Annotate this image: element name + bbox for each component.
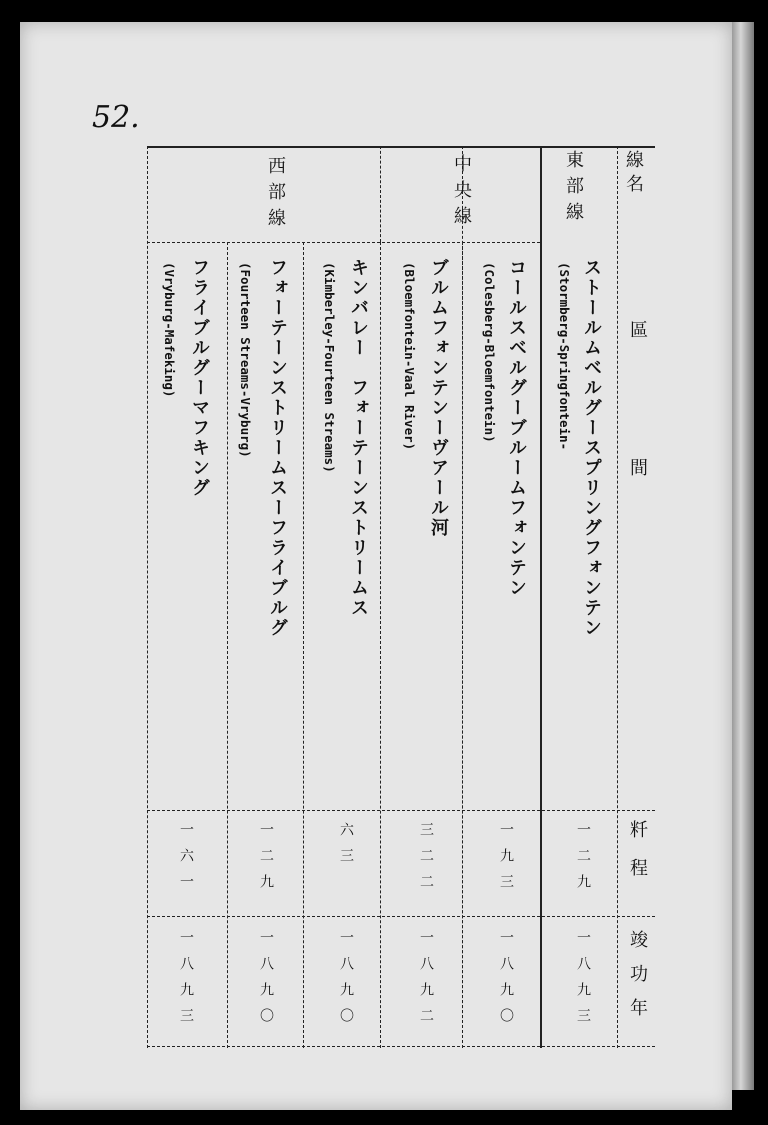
km-6: 一六一 — [178, 822, 194, 900]
route-en-4: (Kimberley-Fourteen Streams) — [322, 262, 337, 473]
row-divider-2 — [303, 242, 304, 1048]
route-en-6: (Vryburg-Mafeking) — [162, 262, 177, 398]
book-spine — [732, 22, 754, 1090]
header-line-name: 線名 — [623, 150, 644, 198]
route-jp-2: コールスベルグーブルームフォンテン — [506, 258, 527, 598]
header-mileage: 粁程 — [627, 820, 648, 896]
header-section: 區間 — [627, 320, 648, 596]
km-2: 一九三 — [498, 822, 514, 900]
km-5: 一二九 — [258, 822, 274, 900]
route-en-2: (Colesberg-Bloemfontein) — [482, 262, 497, 443]
page-number: 52. — [92, 100, 140, 135]
year-3: 一八九二 — [418, 930, 434, 1034]
label-column-divider — [617, 146, 618, 1048]
route-jp-5: フォーテーンストリームスーフライブルグ — [267, 258, 288, 638]
year-4: 一八九〇 — [338, 930, 354, 1034]
table-top-border — [147, 146, 655, 148]
route-jp-4: キンバレー フォーテーンストリームス — [348, 258, 369, 618]
route-jp-1: ストールムベルグースプリングフォンテン — [581, 258, 602, 638]
year-5: 一八九〇 — [258, 930, 274, 1034]
year-1: 一八九三 — [575, 930, 591, 1034]
row-divider-1 — [227, 242, 228, 1048]
group-central: 中央線 — [451, 154, 472, 232]
route-jp-6: フライブルグーマフキング — [189, 258, 210, 498]
route-en-5: (Fourteen Streams-Vryburg) — [238, 262, 253, 458]
row-divider-4 — [462, 242, 463, 1048]
km-4: 六三 — [338, 822, 354, 874]
group-west: 西部線 — [265, 156, 286, 234]
route-jp-3: ブルムフォンテンーヴアール河 — [428, 258, 449, 538]
table-bottom-border — [147, 1046, 655, 1047]
route-en-1: (Stormberg-Springfontein- — [557, 262, 572, 451]
column-divider-header — [540, 146, 542, 1048]
header-divider — [147, 242, 540, 243]
km-3: 三二二 — [418, 822, 434, 900]
km-1: 一二九 — [575, 822, 591, 900]
km-year-divider — [147, 916, 655, 917]
header-completion-year: 竣功年 — [627, 930, 648, 1032]
table-left-border — [147, 146, 148, 1048]
year-6: 一八九三 — [178, 930, 194, 1034]
section-km-divider — [147, 810, 655, 811]
route-en-3: (Bloemfontein-Vaal River) — [402, 262, 417, 451]
group-divider-1 — [380, 146, 381, 242]
row-divider-3 — [380, 242, 381, 1048]
group-east: 東部線 — [563, 150, 584, 228]
year-2: 一八九〇 — [498, 930, 514, 1034]
